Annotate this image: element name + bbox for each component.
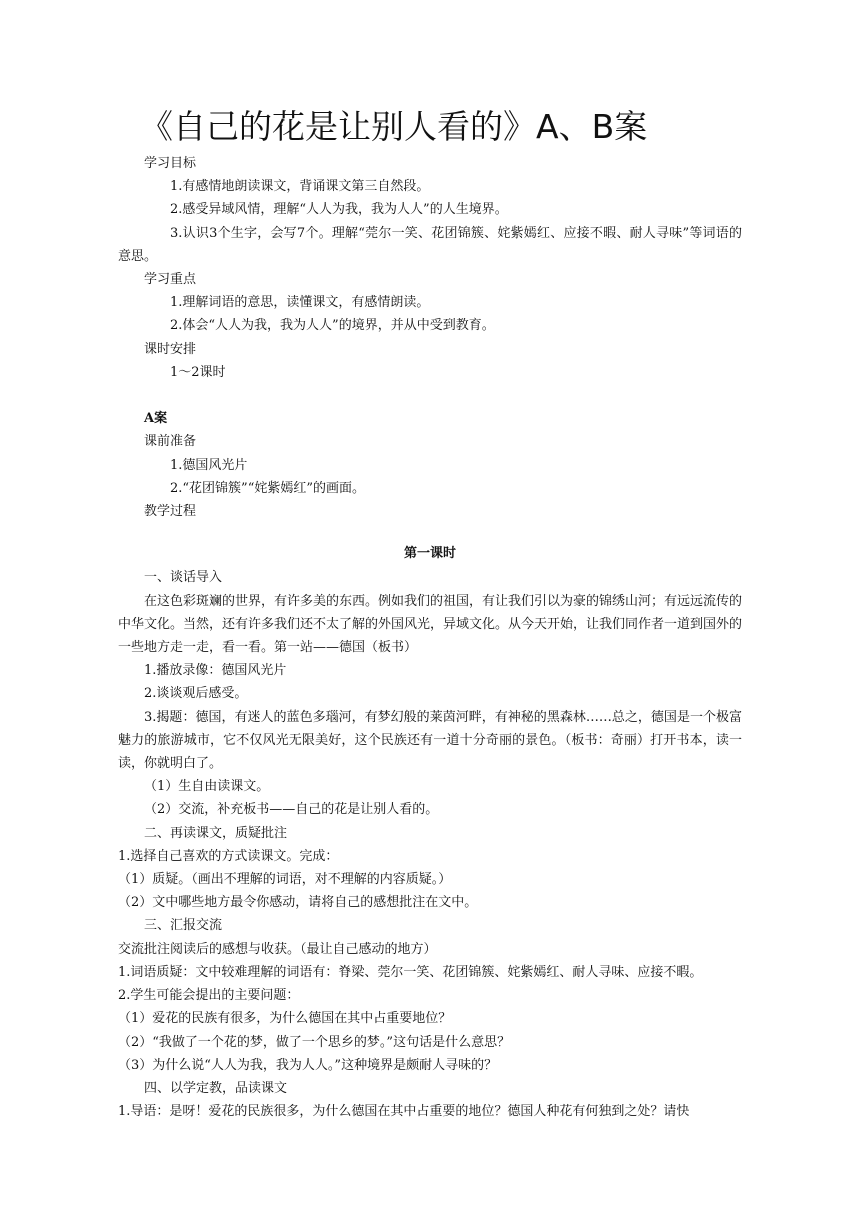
- document-title: 《自己的花是让别人看的》A、B案: [140, 107, 648, 146]
- sub-item: （2）交流，补充板书——自己的花是让别人看的。: [144, 802, 439, 818]
- document-page: [118, 104, 742, 1123]
- prep-item: 1.德国风光片: [170, 457, 248, 473]
- objective-item: 2.感受异域风情，理解“人人为我，我为人人”的人生境界。: [170, 202, 508, 218]
- question-item: （1）爱花的民族有很多，为什么德国在其中占重要地位？: [118, 1011, 452, 1027]
- section-heading: 四、以学定教，品读课文: [144, 1080, 288, 1096]
- process-heading: 教学过程: [144, 504, 197, 520]
- prep-item: 2.“花团锦簇”“姹紫嫣红”的画面。: [170, 480, 365, 496]
- question-item: （3）为什么说“人人为我，我为人人。”这种境界是颇耐人寻味的？: [118, 1057, 498, 1073]
- key-point-item: 1.理解词语的意思，读懂课文，有感情朗读。: [170, 295, 430, 311]
- paragraph: 3.揭题：德国，有迷人的蓝色多瑙河，有梦幻般的莱茵河畔，有神秘的黑森林……总之，德国是一个极富魅力的旅游城市，它不仅风光无限美好，这个民族还有一道十分奇丽的景色。（板书：奇丽）打开书本，读一读，你就明白了。: [118, 709, 742, 772]
- objective-item: 3.认识3个生字，会写7个。理解“莞尔一笑、花团锦簇、姹紫嫣红、应接不暇、耐人寻味”等词语的意思。: [118, 225, 742, 264]
- paragraph: 在这色彩斑斓的世界，有许多美的东西。例如我们的祖国，有让我们引以为豪的锦绣山河；有远远流传的中华文化。当然，还有许多我们还不太了解的外国风光，异域文化。从今天开始，让我们同作者一道到国外的一些地方走一走，看一看。第一站——德国（板书）: [118, 593, 743, 656]
- key-point-item: 2.体会“人人为我，我为人人”的境界，并从中受到教育。: [170, 318, 495, 334]
- sub-item: （1）质疑。（画出不理解的词语，对不理解的内容质疑。）: [118, 872, 452, 888]
- task-item: 1.选择自己喜欢的方式读课文。完成：: [118, 848, 339, 864]
- key-points-heading: 学习重点: [144, 272, 197, 288]
- section-heading: 二、再读课文，质疑批注: [144, 825, 288, 841]
- sub-item: （2）文中哪些地方最令你感动，请将自己的感想批注在文中。: [118, 895, 478, 911]
- lesson-title: 第一课时: [403, 546, 456, 562]
- objectives-heading: 学习目标: [144, 156, 197, 171]
- list-item: 2.学生可能会提出的主要问题：: [118, 988, 300, 1004]
- step-item: 1.播放录像：德国风光片: [144, 663, 287, 679]
- blank-line: [118, 384, 742, 407]
- sub-item: （1）生自由读课文。: [144, 779, 270, 795]
- section-heading: 三、汇报交流: [144, 918, 223, 934]
- schedule-heading: 课时安排: [144, 341, 197, 357]
- plan-a-label: A案: [144, 411, 168, 427]
- prep-heading: 课前准备: [144, 434, 197, 450]
- objective-item: 1.有感情地朗读课文，背诵课文第三自然段。: [170, 179, 430, 195]
- step-item: 2.谈谈观后感受。: [144, 686, 248, 702]
- question-item: （2）“我做了一个花的梦，做了一个思乡的梦。”这句话是什么意思？: [118, 1034, 511, 1050]
- paragraph: 1.导语：是呀！爱花的民族很多，为什么德国在其中占重要的地位？德国人种花有何独到之处？请快: [118, 1104, 690, 1120]
- list-item: 1.词语质疑：文中较难理解的词语有：脊梁、莞尔一笑、花团锦簇、姹紫嫣红、耐人寻味、应接不暇。: [118, 964, 703, 980]
- paragraph: 交流批注阅读后的感想与收获。（最让自己感动的地方）: [118, 941, 437, 957]
- blank-line: [118, 523, 742, 537]
- section-heading: 一、谈话导入: [144, 570, 223, 586]
- schedule-value: 1～2课时: [170, 364, 226, 380]
